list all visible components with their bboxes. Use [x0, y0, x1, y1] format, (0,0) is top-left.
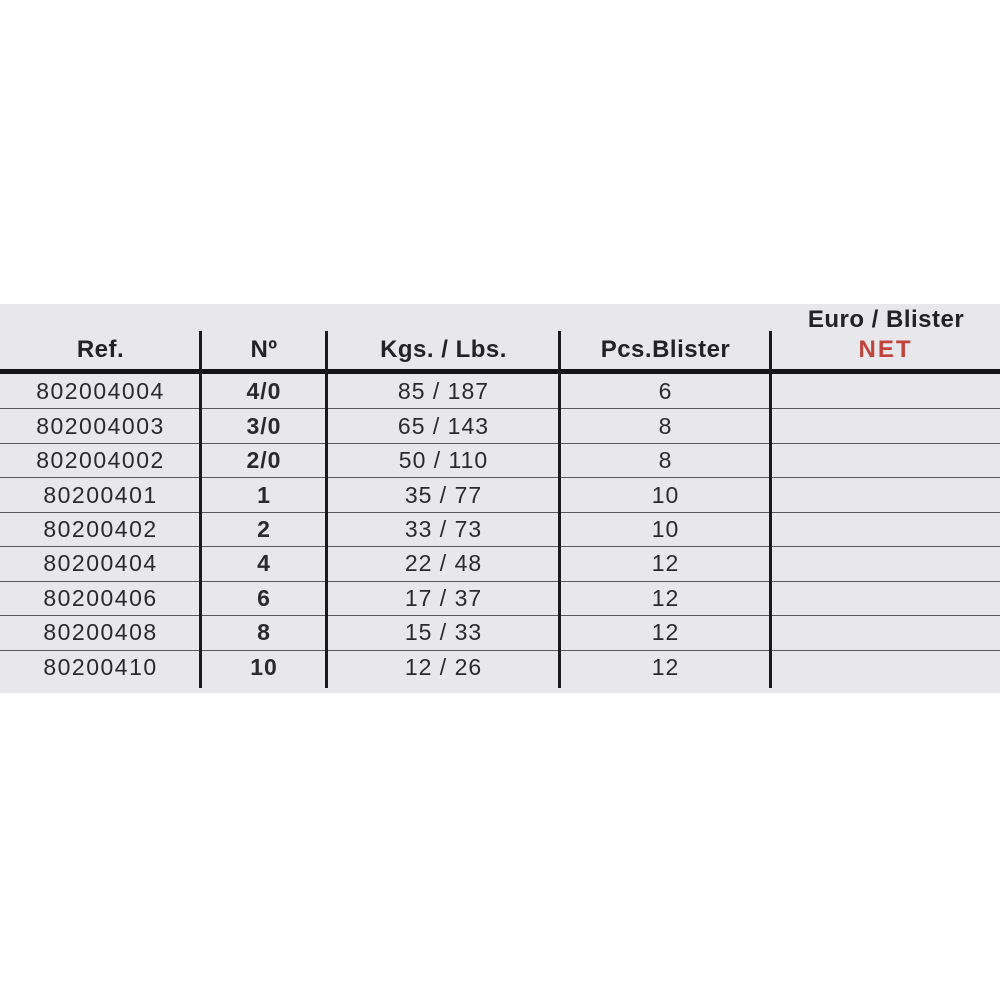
- cell-kgs-lbs: 35 / 77: [404, 481, 483, 508]
- price-table: [0, 304, 1000, 693]
- cell-kgs-lbs: 85 / 187: [397, 377, 490, 404]
- table-row: [0, 581, 1000, 615]
- header-no: Nº: [250, 336, 278, 363]
- cell-ref: 80200408: [43, 619, 158, 646]
- table-row: [0, 650, 1000, 684]
- cell-ref: 802004002: [36, 447, 165, 474]
- cell-euro-net: [771, 582, 1000, 615]
- cell-no: 2: [257, 515, 271, 542]
- header-net: NET: [858, 336, 913, 363]
- cell-kgs-lbs: 33 / 73: [404, 515, 483, 542]
- header-pcs-blister: Pcs.Blister: [600, 336, 731, 363]
- cell-pcs-blister: 10: [651, 481, 680, 508]
- cell-pcs-blister: 12: [651, 584, 680, 611]
- cell-ref: 80200406: [43, 584, 158, 611]
- cell-ref: 80200401: [43, 481, 158, 508]
- cell-no: 4: [257, 550, 271, 577]
- table-row: [0, 512, 1000, 546]
- cell-euro-net: [771, 651, 1000, 684]
- cell-kgs-lbs: 65 / 143: [397, 412, 490, 439]
- header-ref: Ref.: [76, 336, 125, 363]
- cell-ref: 80200404: [43, 550, 158, 577]
- column-divider-3: [558, 331, 561, 688]
- cell-no: 3/0: [246, 412, 282, 439]
- table-body: [0, 374, 1000, 684]
- cell-no: 8: [257, 619, 271, 646]
- cell-no: 4/0: [246, 377, 282, 404]
- table-row: [0, 546, 1000, 580]
- cell-pcs-blister: 10: [651, 515, 680, 542]
- cell-pcs-blister: 12: [651, 550, 680, 577]
- cell-kgs-lbs: 50 / 110: [398, 447, 489, 474]
- cell-no: 2/0: [246, 447, 282, 474]
- cell-pcs-blister: 8: [658, 447, 673, 474]
- table-row: [0, 374, 1000, 408]
- cell-no: 1: [257, 481, 271, 508]
- column-divider-4: [769, 331, 772, 688]
- euro-blister-super-header: Euro / Blister: [807, 306, 965, 333]
- cell-pcs-blister: 6: [658, 377, 673, 404]
- cell-euro-net: [771, 478, 1000, 511]
- table-row: [0, 477, 1000, 511]
- cell-euro-net: [771, 409, 1000, 442]
- cell-no: 10: [250, 653, 278, 680]
- cell-euro-net: [771, 616, 1000, 649]
- column-divider-1: [199, 331, 202, 688]
- column-divider-2: [325, 331, 328, 688]
- cell-ref: 802004004: [36, 377, 165, 404]
- cell-kgs-lbs: 22 / 48: [404, 550, 483, 577]
- table-header-row: [0, 331, 1000, 369]
- cell-ref: 80200402: [43, 515, 158, 542]
- cell-kgs-lbs: 15 / 33: [404, 619, 483, 646]
- header-kgs-lbs: Kgs. / Lbs.: [380, 336, 507, 363]
- cell-ref: 80200410: [43, 653, 158, 680]
- cell-no: 6: [257, 584, 271, 611]
- cell-pcs-blister: 8: [658, 412, 673, 439]
- cell-euro-net: [771, 513, 1000, 546]
- cell-euro-net: [771, 547, 1000, 580]
- table-row: [0, 443, 1000, 477]
- table-row: [0, 408, 1000, 442]
- cell-euro-net: [771, 444, 1000, 477]
- cell-kgs-lbs: 17 / 37: [404, 584, 483, 611]
- cell-pcs-blister: 12: [651, 653, 680, 680]
- cell-kgs-lbs: 12 / 26: [404, 653, 483, 680]
- table-row: [0, 615, 1000, 649]
- cell-euro-net: [771, 374, 1000, 408]
- cell-ref: 802004003: [36, 412, 165, 439]
- cell-pcs-blister: 12: [651, 619, 680, 646]
